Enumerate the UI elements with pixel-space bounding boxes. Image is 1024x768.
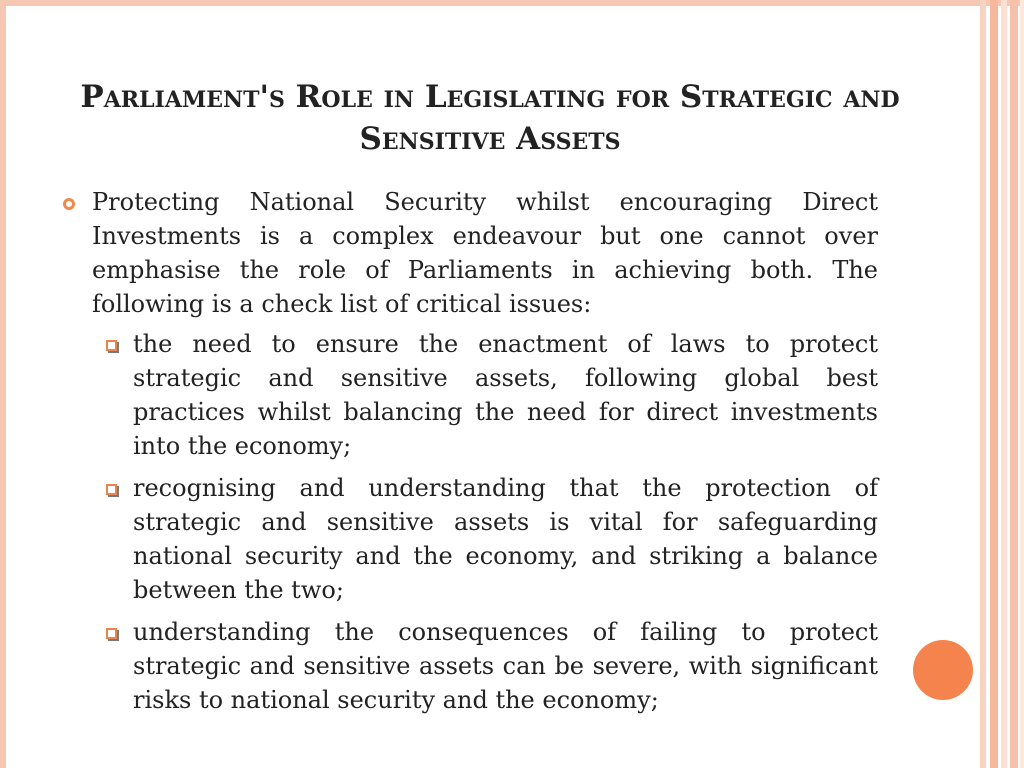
main-bullet-item — [60, 185, 878, 321]
square-bullet-icon — [106, 340, 117, 351]
square-bullet-icon — [106, 484, 117, 495]
decorative-circle — [913, 640, 973, 700]
sub-bullet-text: understanding the consequences of failing to protect strategic and sensitive assets can be severe, with significant risks to national security and the economy; — [133, 618, 878, 714]
right-decorative-stripes — [980, 0, 1024, 768]
top-border — [0, 0, 1024, 6]
square-bullet-icon — [106, 628, 117, 639]
sub-bullet-item — [60, 615, 878, 717]
sub-bullet-list — [60, 327, 878, 717]
slide-content — [60, 185, 878, 725]
sub-bullet-text: the need to ensure the enactment of laws to protect strategic and sensitive assets, following global best practices whilst balancing the need for direct investments into the economy; — [133, 330, 878, 460]
circle-bullet-icon — [63, 198, 75, 210]
sub-bullet-text: recognising and understanding that the protection of strategic and sensitive assets is vital for safeguarding national security and the economy, and striking a balance between the two; — [133, 474, 878, 604]
sub-bullet-item — [60, 471, 878, 607]
sub-bullet-item — [60, 327, 878, 463]
main-bullet-text: Protecting National Security whilst encouraging Direct Investments is a complex endeavour but one cannot over emphasise the role of Parliaments in achieving both. The following is a check list of critical issues: — [92, 188, 878, 318]
slide-title: Parliament's Role in Legislating for Strategic and Sensitive Assets — [80, 79, 900, 157]
left-border — [0, 0, 6, 768]
